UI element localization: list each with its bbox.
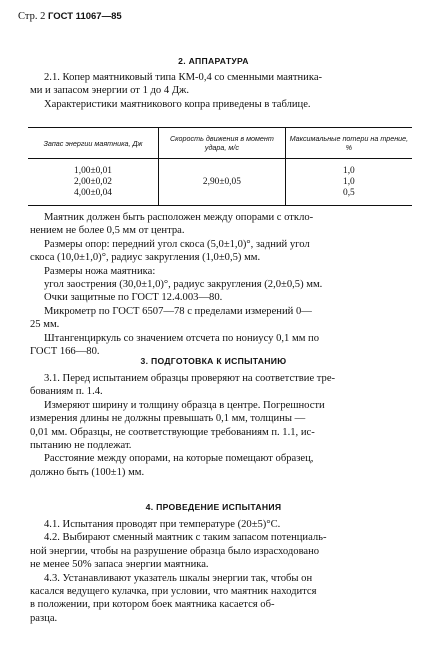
cell-value: 2,90±0,05	[202, 176, 241, 187]
text-line: Размеры опор: передний угол скоса (5,0±1,0)°, задний угол	[44, 238, 310, 250]
text-line: 0,01 мм. Образцы, не соответствующие требованиям п. 1.1, ис-	[30, 426, 315, 438]
table-cell-speed	[159, 159, 286, 206]
section-4-body	[30, 518, 408, 625]
section-3-title: 3. ПОДГОТОВКА К ИСПЫТАНИЮ	[140, 356, 287, 366]
text-line: измерения длины не должны превышать 0,1 мм, толщины —	[30, 413, 306, 425]
text-line: ной энергии, чтобы на разрушение образца было израсходовано	[30, 545, 320, 557]
text-line: Очки защитные по ГОСТ 12.4.003—80.	[44, 292, 223, 304]
table-header-energy: Запас энергии маятника, Дж	[43, 138, 143, 148]
section-4-title: 4. ПРОВЕДЕНИЕ ИСПЫТАНИЯ	[145, 502, 282, 512]
equipment-details	[30, 211, 408, 358]
text-line: касался ведущего кулачка, при условии, что маятник находится	[30, 586, 317, 598]
text-line: ми и запасом энергии от 1 до 4 Дж.	[30, 85, 190, 97]
text-line: Характеристики маятникового копра приведены в таблице.	[44, 98, 311, 110]
table-header-friction: Максимальные потери на трение, %	[285, 128, 412, 159]
text-line: Измеряют ширину и толщину образца в центре. Погрешности	[44, 399, 325, 411]
text-line: бованиям п. 1.4.	[30, 386, 103, 398]
cell-value: 1,0	[343, 176, 355, 187]
gost-code: ГОСТ 11067—85	[47, 11, 122, 22]
text-line: в положении, при котором боек маятника касается об-	[30, 599, 275, 611]
text-line: не менее 50% запаса энергии маятника.	[30, 559, 209, 571]
text-line: Штангенциркуль со значением отсчета по нониусу 0,1 мм по	[44, 332, 320, 344]
text-line: скоса (10,0±1,0)°, радиус закругления (1,0±0,5) мм.	[30, 252, 261, 264]
section-2-intro	[30, 71, 408, 111]
cell-value: 1,0	[343, 165, 355, 176]
section-3-body	[30, 372, 408, 479]
cell-value: 0,5	[343, 187, 355, 198]
text-line: должно быть (100±1) мм.	[30, 466, 145, 478]
page-number: Стр. 2	[18, 11, 46, 22]
text-line: 2.1. Копер маятниковый типа КМ-0,4 со сменными маятника-	[44, 72, 323, 83]
text-line: Микрометр по ГОСТ 6507—78 с пределами измерений 0—	[44, 305, 312, 317]
text-line: нением не более 0,5 мм от центра.	[30, 225, 185, 237]
page-header	[18, 11, 122, 22]
text-line: Размеры ножа маятника:	[44, 265, 156, 277]
text-line: 3.1. Перед испытанием образцы проверяют на соответствие тре-	[44, 373, 336, 384]
text-line: Расстояние между опорами, на которые помещают образец,	[44, 453, 314, 465]
table-cell-friction	[285, 159, 412, 206]
table-header-row	[28, 128, 412, 159]
table-row	[28, 159, 412, 206]
text-line: 4.3. Устанавливают указатель шкалы энергии так, чтобы он	[44, 572, 313, 584]
text-line: разца.	[30, 612, 58, 624]
cell-value: 2,00±0,02	[74, 176, 112, 187]
text-line: 4.1. Испытания проводят при температуре (20±5)°С.	[44, 519, 281, 530]
text-line: 25 мм.	[30, 319, 60, 331]
text-line: угол заострения (30,0±1,0)°, радиус закругления (2,0±0,5) мм.	[44, 279, 323, 291]
characteristics-table	[28, 127, 412, 206]
table-header-speed: Скорость движения в момент удара, м/с	[159, 128, 286, 159]
text-line: пытанию не подлежат.	[30, 440, 132, 452]
cell-value: 4,00±0,04	[74, 187, 112, 198]
section-2-title: 2. АППАРАТУРА	[178, 56, 249, 66]
text-line: 4.2. Выбирают сменный маятник с таким запасом потенциаль-	[44, 532, 327, 544]
text-line: ГОСТ 166—80.	[30, 346, 100, 358]
table-cell-energy	[28, 159, 159, 206]
cell-value: 1,00±0,01	[74, 165, 112, 176]
text-line: Маятник должен быть расположен между опорами с откло-	[44, 212, 314, 223]
